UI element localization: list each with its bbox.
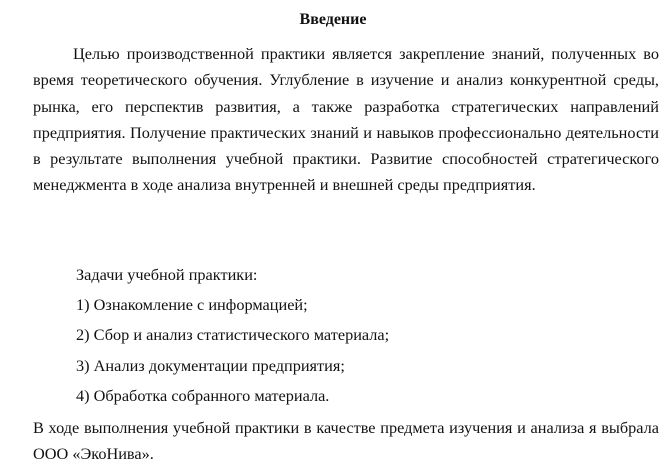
tasks-heading: Задачи учебной практики: (76, 265, 258, 284)
intro-paragraph: Целью производственной практики является закрепление знаний, полученных во время теоретического обучения. Углубление в изучение и анализ конкурентной среды, рынка, его перспектив развития, а также разработка стратегических направлений предприятия. Получение практических знаний и навыков профессионально деятельности в результате выполнения учебной практики. Развитие способностей стратегического менеджмента в ходе анализа внутренней и внешней среды предприятия. (33, 44, 659, 195)
page-title: Введение (299, 11, 367, 28)
task-item: 1) Ознакомление с информацией; (76, 295, 308, 314)
task-item: 4) Обработка собранного материала. (76, 386, 330, 405)
task-item: 3) Анализ документации предприятия; (76, 356, 345, 375)
task-item: 2) Сбор и анализ статистического материала; (76, 325, 390, 344)
closing-paragraph: В ходе выполнения учебной практики в качестве предмета изучения и анализа я выбрала ООО «ЭкоНива». (33, 418, 659, 464)
